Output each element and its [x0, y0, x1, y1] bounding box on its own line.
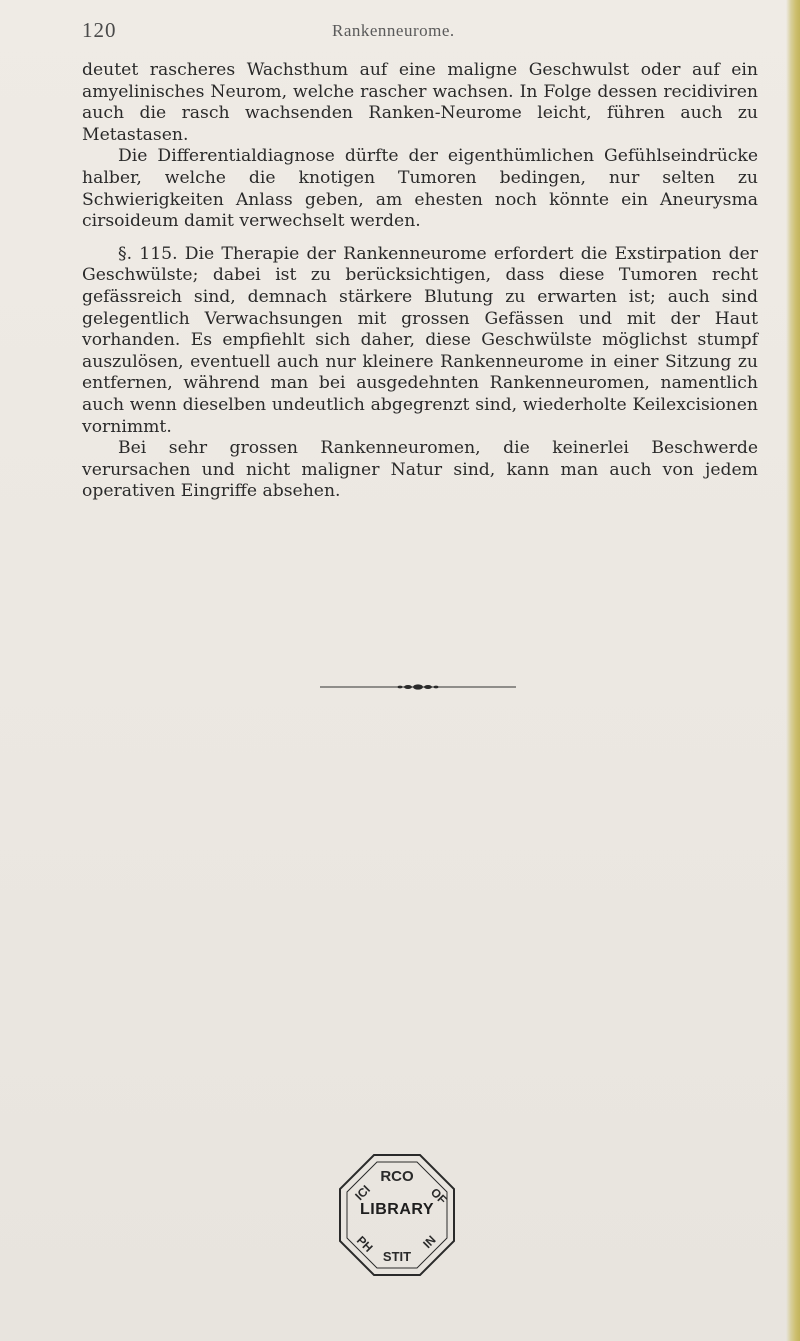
running-title: Rankenneurome. — [332, 21, 455, 40]
library-stamp — [336, 1151, 458, 1279]
svg-text:ICI: ICI — [352, 1182, 373, 1204]
svg-text:STIT: STIT — [382, 1249, 412, 1264]
ornamental-divider — [320, 682, 516, 692]
svg-text:RCO: RCO — [380, 1168, 414, 1185]
stamp-label: LIBRARY — [359, 1201, 434, 1218]
paragraph-large-neuromas: Bei sehr grossen Rankenneuromen, die keinerlei Beschwerde verursachen und nicht maligner Natur sind, kann man auch von jedem operativen Eingriffe absehen. — [82, 438, 758, 502]
svg-text:IN: IN — [420, 1232, 439, 1252]
running-head — [82, 18, 762, 48]
svg-text:PH: PH — [353, 1233, 376, 1255]
paragraph-continuation: deutet rascheres Wachsthum auf eine maligne Geschwulst oder auf ein amyelinisches Neurom, welche rascher wachsen. In Folge dessen recidiviren auch die rasch wachsenden Ranken-Neurome leicht, führen auch zu Metastasen. — [82, 60, 758, 145]
page-edge — [786, 0, 800, 1341]
paragraph-section-115-therapy: §. 115. Die Therapie der Rankenneurome erfordert die Exstirpation der Geschwülste; dabei ist zu berücksichtigen, dass diese Tumoren recht gefässreich sind, demnach stärkere Blutung zu erwarten ist; auch sind gelegentlich Verwachsungen mit grossen Gefässen und mit der Haut vorhanden. Es empfiehlt sich daher, diese Geschwülste möglichst stumpf auszulösen, eventuell auch nur kleinere Rankenneurome in einer Sitzung zu entfernen, während man bei ausgedehnten Rankenneuromen, namentlich auch wenn dieselben undeutlich abgegrenzt sind, wiederholte Keilexcisionen vornimmt. — [82, 243, 758, 437]
body-text — [82, 60, 758, 503]
paragraph-differential-diagnosis: Die Differentialdiagnose dürfte der eigenthümlichen Gefühlseindrücke halber, welche die knotigen Tumoren bedingen, nur selten zu Schwierigkeiten Anlass geben, am ehesten noch könnte ein Aneurysma cirsoideum damit verwechselt werden. — [82, 146, 758, 232]
svg-text:OF: OF — [427, 1185, 450, 1207]
page-number: 120 — [82, 18, 117, 42]
